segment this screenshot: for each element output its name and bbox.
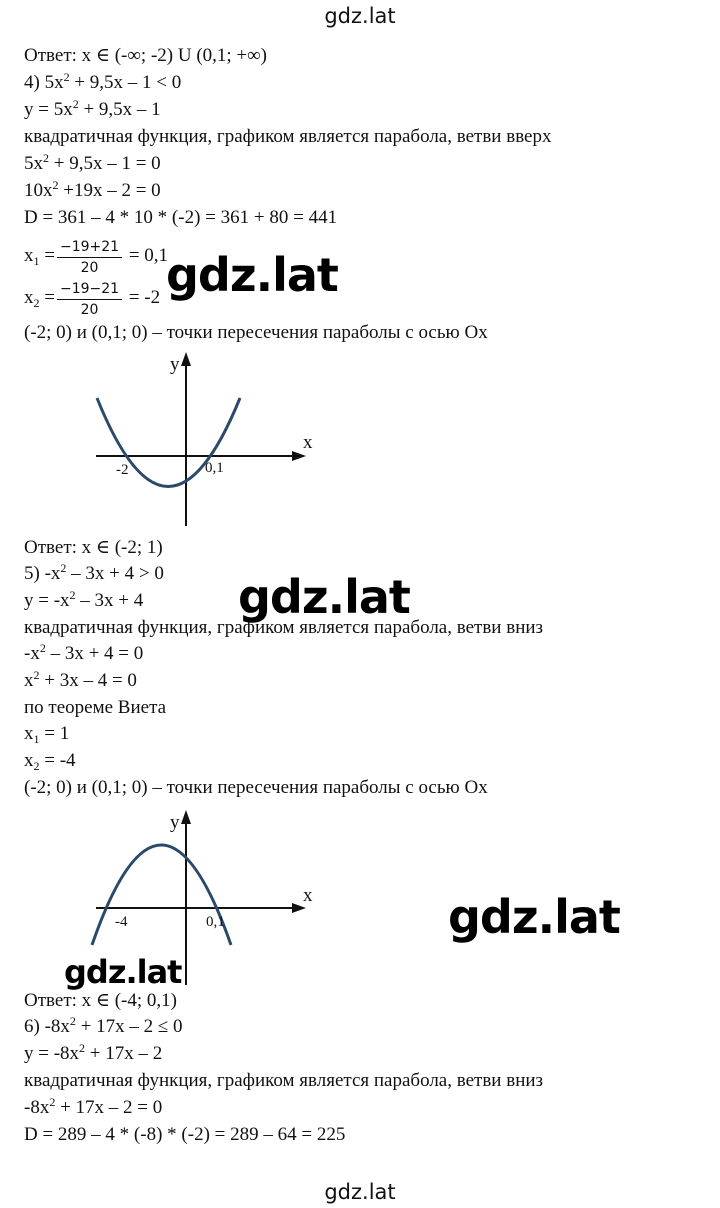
- graph-2-curve: [92, 845, 231, 945]
- task-6-function: $y = -8x^2 + 17x - 2$: [24, 1041, 163, 1064]
- answer-line-5: Ответ: x ∈ (-4; 0,1): [24, 990, 177, 1011]
- task-4-equation: $5x^2 + 9,5x - 1 = 0$: [24, 151, 161, 174]
- root-1-fraction: $\frac{-19+21}{20}$: [57, 238, 122, 276]
- task-5-root-2: $x_2 = -4$: [24, 750, 76, 773]
- graph-2-x-label: x: [303, 885, 313, 906]
- task-4-inequality: 4) $5x^2 + 9,5x - 1 < 0$: [24, 70, 182, 93]
- task-4-root-2: $x_2$ = $\frac{-19-21}{20}$ = -2: [24, 280, 161, 318]
- answer-line-4: Ответ: x ∈ (-2; 1): [24, 537, 163, 558]
- graph-2-root-right: 0,1: [206, 914, 225, 930]
- watermark-4: gdz.lat: [64, 953, 182, 991]
- task-5-intersections: (-2; 0) и (0,1; 0) – точки пересечения параболы с осью Ox: [24, 777, 488, 798]
- task-6-inequality: 6) $-8x^2 + 17x - 2 \le 0$: [24, 1014, 183, 1037]
- task-4-root-1: $x_1$ = $\frac{-19+21}{20}$ = 0,1: [24, 238, 169, 276]
- graph-1-y-label: y: [170, 354, 180, 375]
- answer-line-3: Ответ: x ∈ (-∞; -2) U (0,1; +∞): [24, 45, 268, 66]
- task-5-inequality: 5) $-x^2 - 3x + 4 > 0$: [24, 561, 164, 584]
- task-4-equation-scaled: $10x^2 +19x - 2 = 0$: [24, 178, 161, 201]
- task-4-function: $y = 5x^2 + 9,5x - 1$: [24, 97, 161, 120]
- task-4-description: квадратичная функция, графиком является парабола, ветви вверх: [24, 126, 552, 147]
- root-2-fraction: $\frac{-19-21}{20}$: [57, 280, 122, 318]
- task-5-function: $y = -x^2 - 3x + 4$: [24, 588, 144, 611]
- task-5-root-1: $x_1 = 1$: [24, 723, 70, 746]
- graph-1-root-left: -2: [116, 462, 129, 478]
- task-6-equation: $-8x^2 + 17x - 2 = 0$: [24, 1095, 163, 1118]
- task-5-vieta: по теореме Виета: [24, 697, 167, 718]
- watermark-2: gdz.lat: [238, 570, 410, 624]
- watermark-3: gdz.lat: [448, 890, 620, 944]
- task-5-description: квадратичная функция, графиком является парабола, ветви вниз: [24, 617, 544, 638]
- task-4-discriminant: D = 361 – 4 * 10 * (-2) = 361 + 80 = 441: [24, 207, 338, 228]
- task-6-description: квадратичная функция, графиком является парабола, ветви вниз: [24, 1070, 544, 1091]
- graph-1-x-label: x: [303, 432, 313, 453]
- task-4-intersections: (-2; 0) и (0,1; 0) – точки пересечения параболы с осью Ox: [24, 322, 488, 343]
- site-header: gdz.lat: [324, 4, 396, 28]
- graph-2-y-label: y: [170, 812, 180, 833]
- watermark-1: gdz.lat: [166, 248, 338, 302]
- graph-2-root-left: -4: [115, 914, 128, 930]
- task-5-equation-normalized: $x^2 + 3x - 4 = 0$: [24, 668, 137, 691]
- task-6-discriminant: D = 289 – 4 * (-8) * (-2) = 289 – 64 = 225: [24, 1124, 346, 1145]
- site-footer: gdz.lat: [324, 1180, 396, 1204]
- graph-1-root-right: 0,1: [205, 460, 224, 476]
- task-5-equation: $-x^2 - 3x + 4 = 0$: [24, 641, 144, 664]
